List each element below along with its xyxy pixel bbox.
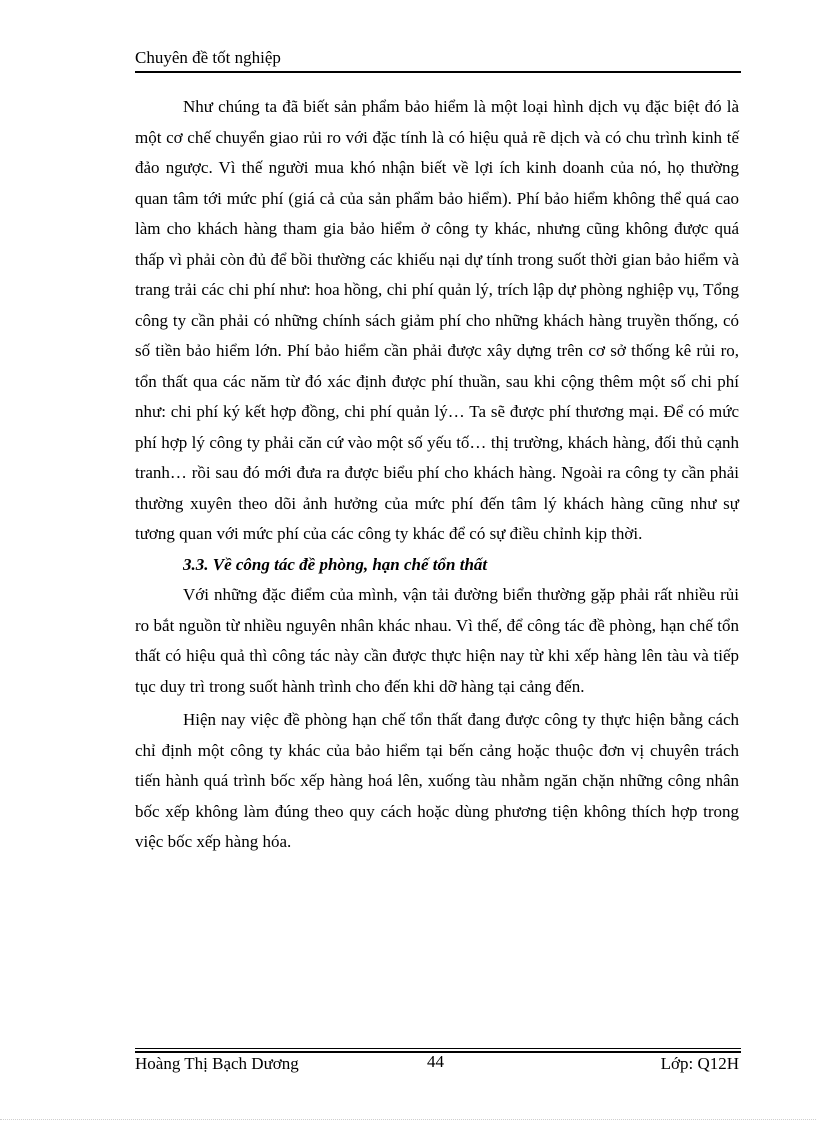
body-text (135, 92, 739, 858)
page-bottom-border (0, 1119, 816, 1120)
paragraph-1: Như chúng ta đã biết sản phẩm bảo hiểm là một loại hình dịch vụ đặc biệt đó là một cơ chế chuyển giao rủi ro với đặc tính là có hiệu quả rẽ dịch và có chu trình kinh tế đảo ngược. Vì thế người mua khó nhận biết về lợi ích kinh doanh của nó, họ thường quan tâm tới mức phí (giá cả của sản phẩm bảo hiểm). Phí bảo hiểm không thể quá cao làm cho khách hàng tham gia bảo hiểm ở công ty khác, nhưng cũng không được quá thấp vì phải còn đủ để bồi thường các khiếu nại dự tính trong suốt thời gian bảo hiểm và trang trải các chi phí như: hoa hồng, chi phí quản lý, trích lập dự phòng nghiệp vụ, Tổng công ty cần phải có những chính sách giảm phí cho những khách hàng truyền thống, có số tiền bảo hiểm lớn. Phí bảo hiểm cần phải được xây dựng trên cơ sở thống kê rủi ro, tổn thất qua các năm từ đó xác định được phí thuần, sau khi cộng thêm một số chi phí như: chi phí ký kết hợp đồng, chi phí quản lý… Ta sẽ được phí thương mại. Để có mức phí hợp lý công ty phải căn cứ vào một số yếu tố… thị trường, khách hàng, đối thủ cạnh tranh… rồi sau đó mới đưa ra được biểu phí cho khách hàng. Ngoài ra công ty cần phải thường xuyên theo dõi ảnh hưởng của mức phí đến tâm lý khách hàng cũng như sự tương quan với mức phí của các công ty khác để có sự điều chỉnh kịp thời. (135, 97, 739, 543)
section-heading: 3.3. Về công tác đề phòng, hạn chế tổn thất (183, 554, 488, 574)
page-number: 44 (427, 1052, 444, 1071)
paragraph-3: Hiện nay việc đề phòng hạn chế tổn thất đang được công ty thực hiện bằng cách chỉ định một công ty khác của bảo hiểm tại bến cảng hoặc thuộc đơn vị chuyên trách tiến hành quá trình bốc xếp hàng hoá lên, xuống tàu nhằm ngăn chặn những công nhân bốc xếp không làm đúng theo quy cách hoặc dùng phương tiện không thích hợp trong việc bốc xếp hàng hóa. (135, 710, 739, 851)
header-rule (135, 71, 741, 73)
footer-rule-thin (135, 1048, 741, 1049)
footer-author: Hoàng Thị Bạch Dương (135, 1054, 299, 1073)
footer-class: Lớp: Q12H (660, 1054, 739, 1073)
paragraph-2: Với những đặc điểm của mình, vận tải đường biển thường gặp phải rất nhiều rủi ro bắt nguồn từ nhiều nguyên nhân khác nhau. Vì thế, để công tác đề phòng, hạn chế tổn thất có hiệu quả thì công tác này cần được thực hiện nay từ khi xếp hàng lên tàu và tiếp tục duy trì trong suốt hành trình cho đến khi dỡ hàng tại cảng đến. (135, 585, 739, 696)
header-title: Chuyên đề tốt nghiệp (135, 48, 281, 67)
